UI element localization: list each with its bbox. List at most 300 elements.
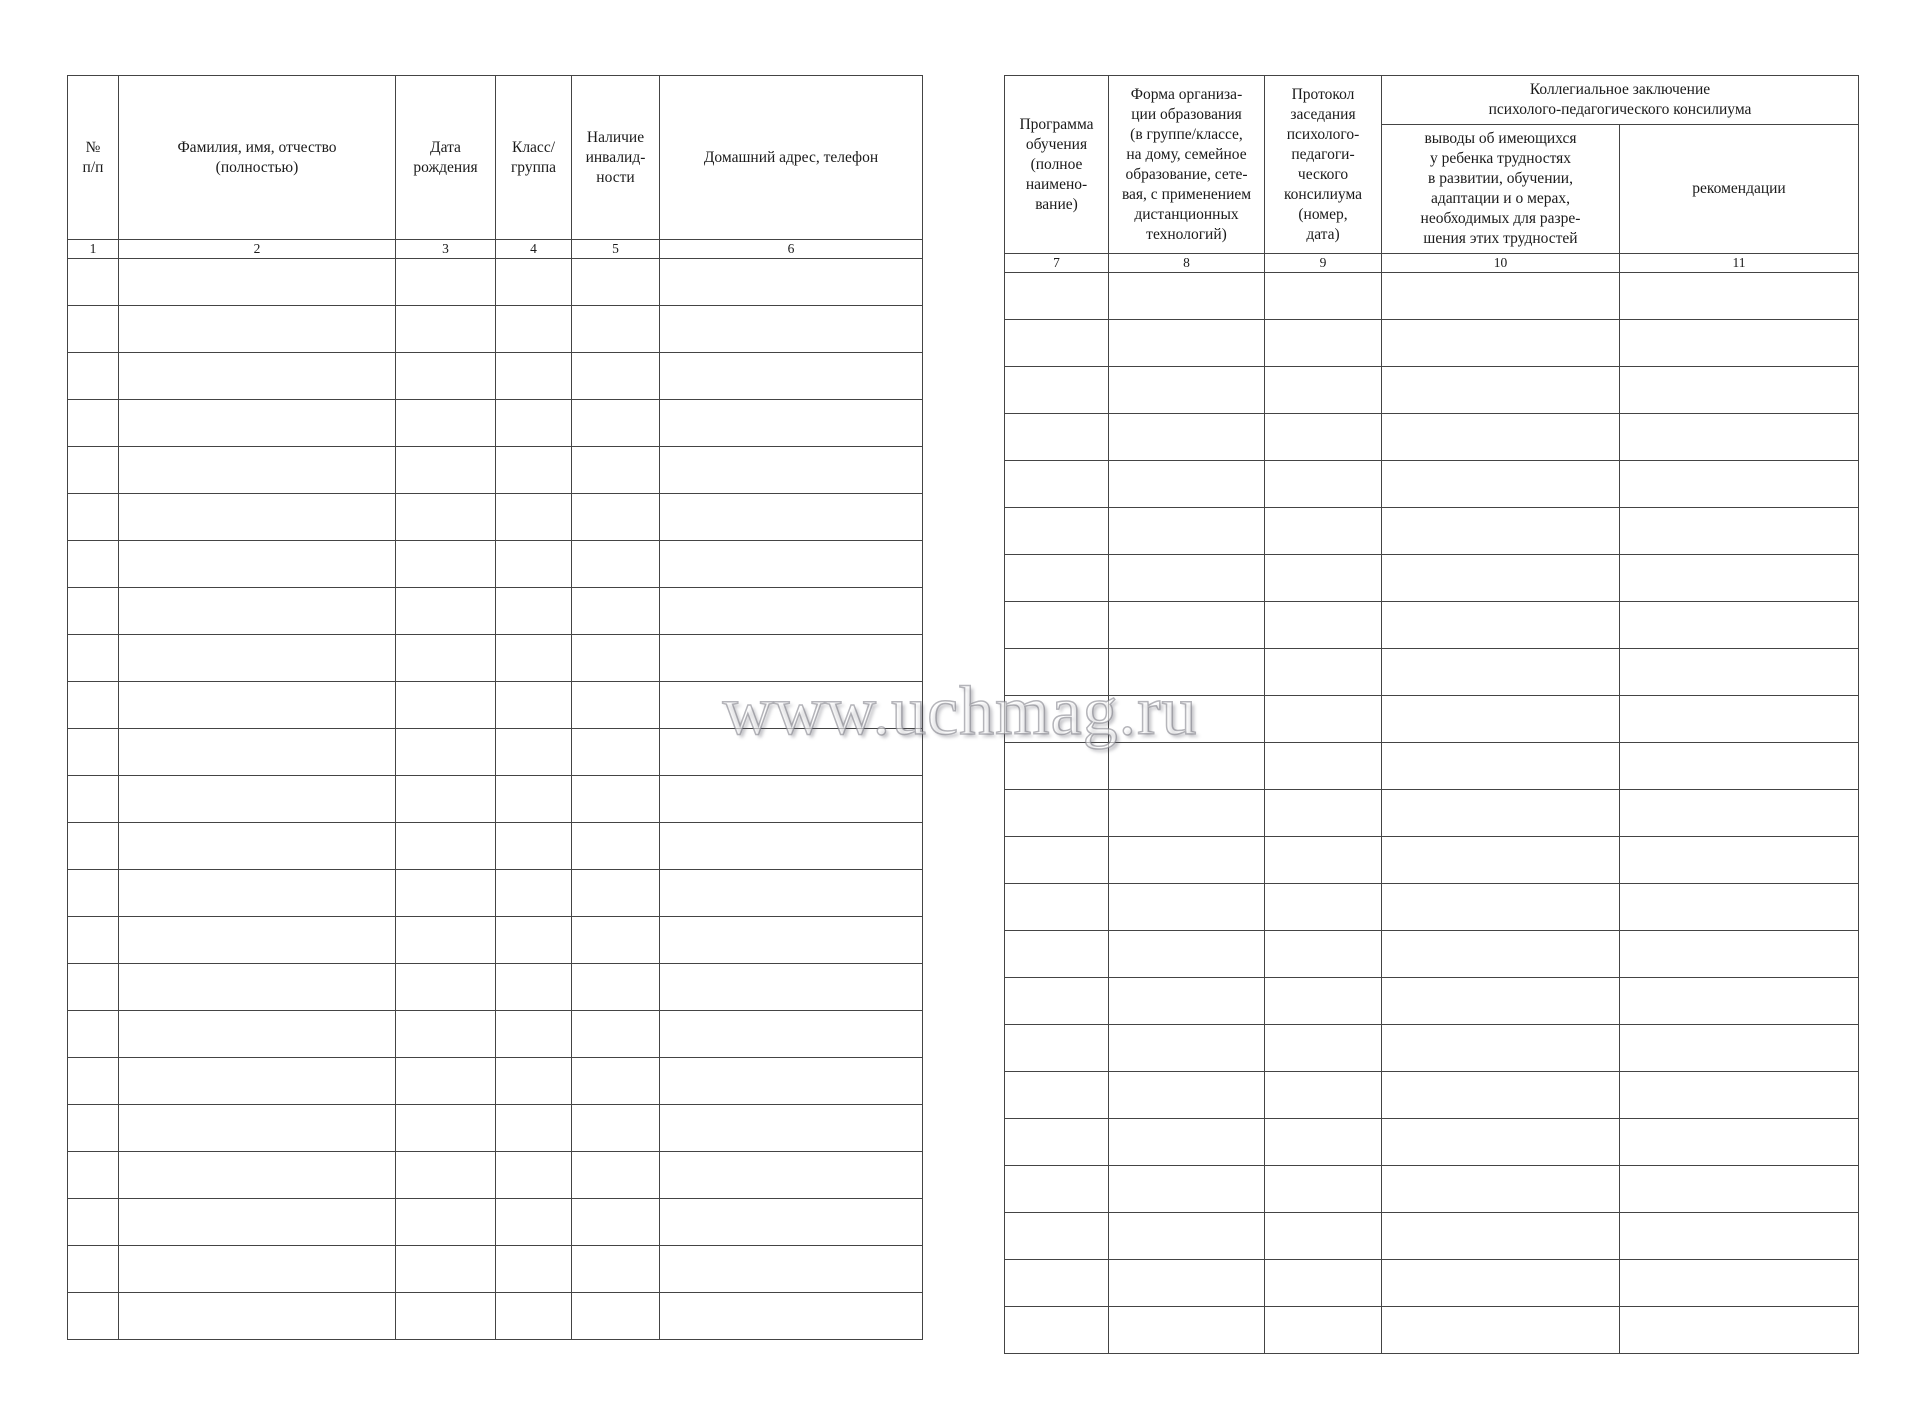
empty-cell	[572, 1199, 660, 1246]
header-address-phone: Домашний адрес, телефон	[660, 76, 923, 240]
empty-cell	[396, 259, 496, 306]
empty-cell	[1265, 790, 1382, 837]
table-row	[1005, 508, 1859, 555]
empty-cell	[1620, 508, 1859, 555]
empty-cell	[1265, 837, 1382, 884]
empty-cell	[1109, 1213, 1265, 1260]
empty-cell	[68, 541, 119, 588]
empty-cell	[396, 306, 496, 353]
empty-cell	[1265, 1260, 1382, 1307]
header-number: № п/п	[68, 76, 119, 240]
empty-cell	[1109, 273, 1265, 320]
table-row	[68, 1246, 923, 1293]
empty-cell	[1109, 508, 1265, 555]
empty-cell	[68, 259, 119, 306]
left-table-body	[68, 259, 923, 1340]
empty-cell	[1382, 1025, 1620, 1072]
empty-cell	[1265, 1119, 1382, 1166]
empty-cell	[396, 1246, 496, 1293]
empty-cell	[1265, 743, 1382, 790]
empty-cell	[660, 682, 923, 729]
table-row	[68, 1058, 923, 1105]
empty-cell	[396, 823, 496, 870]
empty-cell	[660, 447, 923, 494]
empty-cell	[1109, 649, 1265, 696]
column-number: 7	[1005, 254, 1109, 273]
empty-cell	[660, 635, 923, 682]
empty-cell	[68, 400, 119, 447]
empty-cell	[1005, 743, 1109, 790]
empty-cell	[1265, 367, 1382, 414]
empty-cell	[572, 870, 660, 917]
table-row	[1005, 320, 1859, 367]
empty-cell	[396, 541, 496, 588]
column-number: 11	[1620, 254, 1859, 273]
empty-cell	[68, 1058, 119, 1105]
empty-cell	[1620, 978, 1859, 1025]
empty-cell	[1382, 696, 1620, 743]
empty-cell	[1382, 414, 1620, 461]
empty-cell	[396, 447, 496, 494]
empty-cell	[119, 1058, 396, 1105]
table-row	[68, 1105, 923, 1152]
empty-cell	[572, 1105, 660, 1152]
empty-cell	[572, 964, 660, 1011]
empty-cell	[1265, 273, 1382, 320]
empty-cell	[1382, 320, 1620, 367]
table-row	[68, 917, 923, 964]
header-education-form: Форма организа- ции образования (в группе/классе, на дому, семейное образование, сете- вая, с применением дистанционных технологий)	[1109, 76, 1265, 254]
empty-cell	[1005, 1119, 1109, 1166]
right-header-row	[1005, 76, 1859, 125]
empty-cell	[1382, 790, 1620, 837]
empty-cell	[660, 353, 923, 400]
empty-cell	[1109, 414, 1265, 461]
table-row	[1005, 1025, 1859, 1072]
table-row	[68, 447, 923, 494]
empty-cell	[660, 1058, 923, 1105]
empty-cell	[496, 259, 572, 306]
empty-cell	[68, 823, 119, 870]
empty-cell	[496, 400, 572, 447]
empty-cell	[396, 776, 496, 823]
empty-cell	[496, 635, 572, 682]
left-journal-table	[67, 75, 923, 1340]
header-full-name: Фамилия, имя, отчество (полностью)	[119, 76, 396, 240]
empty-cell	[396, 729, 496, 776]
empty-cell	[660, 1011, 923, 1058]
empty-cell	[1005, 367, 1109, 414]
empty-cell	[68, 729, 119, 776]
column-number: 9	[1265, 254, 1382, 273]
empty-cell	[496, 494, 572, 541]
empty-cell	[1620, 367, 1859, 414]
table-row	[68, 306, 923, 353]
empty-cell	[1265, 508, 1382, 555]
empty-cell	[1005, 414, 1109, 461]
table-row	[68, 729, 923, 776]
empty-cell	[1382, 508, 1620, 555]
empty-cell	[68, 1246, 119, 1293]
table-row	[1005, 696, 1859, 743]
empty-cell	[1005, 1072, 1109, 1119]
empty-cell	[496, 1105, 572, 1152]
empty-cell	[1382, 273, 1620, 320]
empty-cell	[1620, 1166, 1859, 1213]
empty-cell	[119, 400, 396, 447]
left-header-row	[68, 76, 923, 240]
column-number: 8	[1109, 254, 1265, 273]
empty-cell	[396, 964, 496, 1011]
empty-cell	[496, 729, 572, 776]
empty-cell	[1109, 696, 1265, 743]
empty-cell	[68, 1011, 119, 1058]
empty-cell	[119, 1105, 396, 1152]
table-row	[68, 1199, 923, 1246]
empty-cell	[660, 776, 923, 823]
empty-cell	[660, 1152, 923, 1199]
empty-cell	[572, 1152, 660, 1199]
empty-cell	[396, 1058, 496, 1105]
empty-cell	[68, 682, 119, 729]
empty-cell	[1382, 1166, 1620, 1213]
empty-cell	[119, 1246, 396, 1293]
empty-cell	[396, 588, 496, 635]
empty-cell	[1109, 1307, 1265, 1354]
empty-cell	[1265, 696, 1382, 743]
header-conclusions: выводы об имеющихся у ребенка трудностях в развитии, обучении, адаптации и о мерах, необходимых для разре- шения этих трудностей	[1382, 125, 1620, 254]
table-row	[68, 870, 923, 917]
empty-cell	[496, 964, 572, 1011]
empty-cell	[119, 823, 396, 870]
empty-cell	[1005, 461, 1109, 508]
empty-cell	[572, 635, 660, 682]
header-birth-date: Дата рождения	[396, 76, 496, 240]
empty-cell	[660, 1293, 923, 1340]
empty-cell	[68, 588, 119, 635]
empty-cell	[68, 870, 119, 917]
table-row	[1005, 790, 1859, 837]
empty-cell	[572, 353, 660, 400]
table-row	[1005, 884, 1859, 931]
empty-cell	[1109, 1166, 1265, 1213]
empty-cell	[1109, 837, 1265, 884]
empty-cell	[496, 1152, 572, 1199]
table-row	[1005, 837, 1859, 884]
empty-cell	[396, 870, 496, 917]
table-row	[1005, 1307, 1859, 1354]
empty-cell	[1005, 790, 1109, 837]
header-class-group: Класс/ группа	[496, 76, 572, 240]
empty-cell	[396, 494, 496, 541]
empty-cell	[1005, 837, 1109, 884]
empty-cell	[1109, 790, 1265, 837]
column-number: 5	[572, 240, 660, 259]
empty-cell	[496, 1199, 572, 1246]
empty-cell	[119, 964, 396, 1011]
empty-cell	[119, 447, 396, 494]
empty-cell	[1109, 367, 1265, 414]
empty-cell	[1005, 1166, 1109, 1213]
empty-cell	[1382, 743, 1620, 790]
empty-cell	[572, 682, 660, 729]
empty-cell	[1265, 978, 1382, 1025]
empty-cell	[1109, 461, 1265, 508]
empty-cell	[1620, 320, 1859, 367]
empty-cell	[1265, 1307, 1382, 1354]
empty-cell	[68, 1293, 119, 1340]
empty-cell	[1382, 367, 1620, 414]
empty-cell	[68, 635, 119, 682]
empty-cell	[1109, 1072, 1265, 1119]
empty-cell	[572, 541, 660, 588]
table-row	[1005, 978, 1859, 1025]
empty-cell	[660, 964, 923, 1011]
empty-cell	[396, 682, 496, 729]
empty-cell	[68, 1105, 119, 1152]
empty-cell	[119, 1199, 396, 1246]
header-program: Программа обучения (полное наимено- вание)	[1005, 76, 1109, 254]
column-number: 1	[68, 240, 119, 259]
empty-cell	[496, 917, 572, 964]
empty-cell	[119, 353, 396, 400]
table-row	[1005, 414, 1859, 461]
empty-cell	[496, 1246, 572, 1293]
empty-cell	[1005, 508, 1109, 555]
empty-cell	[1265, 1072, 1382, 1119]
table-row	[68, 494, 923, 541]
empty-cell	[1265, 320, 1382, 367]
empty-cell	[1620, 743, 1859, 790]
empty-cell	[1265, 555, 1382, 602]
empty-cell	[1382, 1307, 1620, 1354]
empty-cell	[1620, 696, 1859, 743]
right-journal-table	[1004, 75, 1859, 1354]
empty-cell	[1005, 555, 1109, 602]
table-row	[68, 776, 923, 823]
empty-cell	[572, 1011, 660, 1058]
empty-cell	[1620, 837, 1859, 884]
empty-cell	[660, 1246, 923, 1293]
table-row	[68, 823, 923, 870]
empty-cell	[1382, 837, 1620, 884]
table-row	[1005, 555, 1859, 602]
empty-cell	[1265, 461, 1382, 508]
empty-cell	[119, 1293, 396, 1340]
empty-cell	[119, 870, 396, 917]
empty-cell	[660, 1199, 923, 1246]
empty-cell	[1005, 1025, 1109, 1072]
empty-cell	[1265, 1166, 1382, 1213]
empty-cell	[1382, 884, 1620, 931]
empty-cell	[496, 541, 572, 588]
empty-cell	[1109, 743, 1265, 790]
empty-cell	[1005, 884, 1109, 931]
empty-cell	[396, 1293, 496, 1340]
header-recommendations: рекомендации	[1620, 125, 1859, 254]
right-table-body	[1005, 273, 1859, 1354]
empty-cell	[496, 682, 572, 729]
empty-cell	[396, 1105, 496, 1152]
empty-cell	[1005, 273, 1109, 320]
table-row	[1005, 273, 1859, 320]
column-number: 3	[396, 240, 496, 259]
empty-cell	[1382, 978, 1620, 1025]
table-row	[68, 1293, 923, 1340]
empty-cell	[572, 917, 660, 964]
empty-cell	[396, 917, 496, 964]
empty-cell	[572, 1246, 660, 1293]
empty-cell	[660, 870, 923, 917]
empty-cell	[1265, 931, 1382, 978]
empty-cell	[1382, 931, 1620, 978]
empty-cell	[572, 400, 660, 447]
table-row	[68, 964, 923, 1011]
table-row	[1005, 367, 1859, 414]
table-row	[68, 259, 923, 306]
empty-cell	[1382, 555, 1620, 602]
empty-cell	[1005, 1307, 1109, 1354]
column-number: 6	[660, 240, 923, 259]
table-row	[1005, 743, 1859, 790]
empty-cell	[1620, 1119, 1859, 1166]
empty-cell	[1109, 1025, 1265, 1072]
empty-cell	[1265, 649, 1382, 696]
empty-cell	[496, 1058, 572, 1105]
empty-cell	[1109, 1260, 1265, 1307]
empty-cell	[1382, 461, 1620, 508]
empty-cell	[572, 306, 660, 353]
empty-cell	[496, 1011, 572, 1058]
column-number: 2	[119, 240, 396, 259]
empty-cell	[1620, 1072, 1859, 1119]
empty-cell	[1382, 649, 1620, 696]
empty-cell	[1382, 1119, 1620, 1166]
empty-cell	[496, 306, 572, 353]
left-column-number-row	[68, 240, 923, 259]
column-number: 4	[496, 240, 572, 259]
empty-cell	[1265, 1025, 1382, 1072]
table-row	[68, 1152, 923, 1199]
empty-cell	[119, 306, 396, 353]
empty-cell	[396, 1011, 496, 1058]
empty-cell	[1005, 696, 1109, 743]
empty-cell	[572, 494, 660, 541]
empty-cell	[660, 541, 923, 588]
empty-cell	[496, 353, 572, 400]
empty-cell	[660, 494, 923, 541]
empty-cell	[1620, 931, 1859, 978]
empty-cell	[572, 447, 660, 494]
empty-cell	[496, 447, 572, 494]
empty-cell	[119, 635, 396, 682]
empty-cell	[496, 823, 572, 870]
empty-cell	[396, 635, 496, 682]
empty-cell	[119, 541, 396, 588]
empty-cell	[119, 776, 396, 823]
empty-cell	[68, 447, 119, 494]
empty-cell	[1382, 1072, 1620, 1119]
empty-cell	[68, 917, 119, 964]
empty-cell	[1620, 1307, 1859, 1354]
table-row	[1005, 602, 1859, 649]
empty-cell	[572, 776, 660, 823]
empty-cell	[396, 1152, 496, 1199]
empty-cell	[1109, 978, 1265, 1025]
table-row	[68, 635, 923, 682]
empty-cell	[68, 1152, 119, 1199]
watermark: www.uchmag.ru	[722, 673, 1198, 750]
empty-cell	[1382, 1213, 1620, 1260]
empty-cell	[660, 588, 923, 635]
empty-cell	[1005, 931, 1109, 978]
table-row	[1005, 461, 1859, 508]
table-row	[68, 1011, 923, 1058]
empty-cell	[1005, 978, 1109, 1025]
empty-cell	[68, 1199, 119, 1246]
empty-cell	[1265, 414, 1382, 461]
empty-cell	[1620, 273, 1859, 320]
empty-cell	[1265, 884, 1382, 931]
empty-cell	[660, 729, 923, 776]
table-row	[68, 541, 923, 588]
column-number: 10	[1382, 254, 1620, 273]
table-row	[1005, 1260, 1859, 1307]
table-row	[1005, 1072, 1859, 1119]
empty-cell	[396, 400, 496, 447]
empty-cell	[1109, 1119, 1265, 1166]
empty-cell	[1265, 602, 1382, 649]
empty-cell	[1005, 649, 1109, 696]
empty-cell	[119, 1011, 396, 1058]
empty-cell	[660, 259, 923, 306]
empty-cell	[572, 588, 660, 635]
empty-cell	[572, 729, 660, 776]
table-row	[1005, 649, 1859, 696]
empty-cell	[68, 776, 119, 823]
empty-cell	[68, 494, 119, 541]
empty-cell	[660, 306, 923, 353]
empty-cell	[1620, 461, 1859, 508]
empty-cell	[496, 776, 572, 823]
empty-cell	[119, 588, 396, 635]
table-row	[1005, 1119, 1859, 1166]
empty-cell	[496, 1293, 572, 1340]
table-row	[68, 400, 923, 447]
empty-cell	[1620, 414, 1859, 461]
empty-cell	[68, 964, 119, 1011]
empty-cell	[1109, 320, 1265, 367]
table-row	[1005, 931, 1859, 978]
empty-cell	[68, 306, 119, 353]
empty-cell	[1620, 790, 1859, 837]
empty-cell	[572, 1058, 660, 1105]
empty-cell	[1382, 1260, 1620, 1307]
empty-cell	[660, 917, 923, 964]
header-disability: Наличие инвалид- ности	[572, 76, 660, 240]
header-collegial-conclusion: Коллегиальное заключение психолого-педагогического консилиума	[1382, 76, 1859, 125]
empty-cell	[660, 823, 923, 870]
empty-cell	[119, 259, 396, 306]
empty-cell	[1265, 1213, 1382, 1260]
empty-cell	[1620, 1260, 1859, 1307]
empty-cell	[1109, 555, 1265, 602]
empty-cell	[496, 870, 572, 917]
empty-cell	[572, 259, 660, 306]
empty-cell	[660, 1105, 923, 1152]
empty-cell	[1005, 1260, 1109, 1307]
empty-cell	[1620, 555, 1859, 602]
